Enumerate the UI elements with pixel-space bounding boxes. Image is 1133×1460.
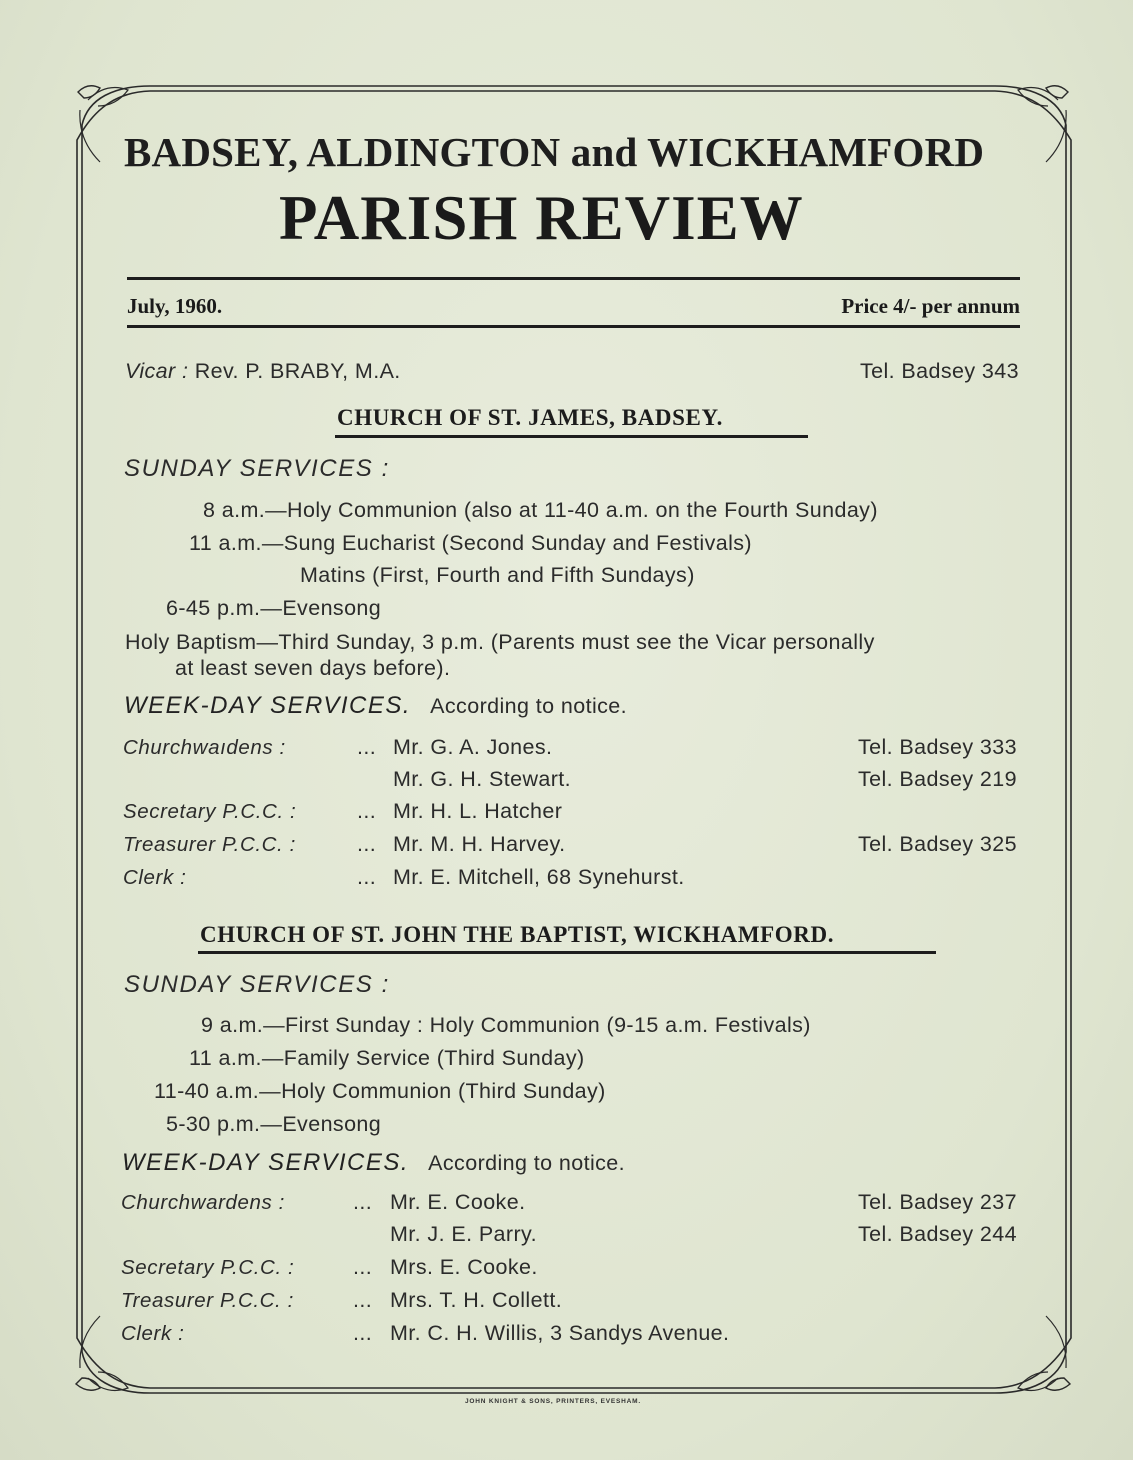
wickhamford-dots: ...: [353, 1288, 373, 1312]
badsey-service-4: 6-45 p.m.—Evensong: [166, 596, 382, 620]
badsey-service-3: Matins (First, Fourth and Fifth Sundays): [300, 563, 695, 587]
badsey-baptism-line2: at least seven days before).: [175, 656, 451, 680]
price: Price 4/- per annum: [841, 294, 1020, 318]
wickhamford-role: Secretary P.C.C. :: [121, 1256, 295, 1279]
wickhamford-service-2: 11 a.m.—Family Service (Third Sunday): [189, 1046, 585, 1070]
badsey-church-title: CHURCH OF ST. JAMES, BADSEY.: [337, 405, 723, 430]
wickhamford-dots: ...: [353, 1321, 373, 1345]
masthead-line1: BADSEY, ALDINGTON and WICKHAMFORD: [124, 129, 985, 175]
badsey-officer-name: Mr. G. H. Stewart.: [393, 767, 572, 791]
wickhamford-dots: ...: [353, 1190, 373, 1214]
header-rule-bottom: [127, 325, 1020, 328]
badsey-dots: ...: [357, 865, 377, 889]
wickhamford-role: Churchwardens :: [121, 1191, 285, 1214]
wickhamford-officer-tel: Tel. Badsey 244: [858, 1222, 1017, 1246]
vicar-label: Vicar :: [125, 359, 189, 383]
badsey-baptism-line1: Holy Baptism—Third Sunday, 3 p.m. (Parents must see the Vicar personally: [125, 630, 875, 654]
badsey-dots: ...: [357, 735, 377, 759]
vicar-line: [125, 359, 401, 384]
wickhamford-role: Treasurer P.C.C. :: [121, 1289, 294, 1312]
wickhamford-officer-tel: Tel. Badsey 237: [858, 1190, 1017, 1214]
badsey-officer-name: Mr. E. Mitchell, 68 Synehurst.: [393, 865, 685, 889]
badsey-weekday-label: WEEK-DAY SERVICES.: [124, 692, 412, 719]
wickhamford-weekday-label: WEEK-DAY SERVICES.: [122, 1149, 410, 1176]
wickhamford-officer-name: Mr. E. Cooke.: [390, 1190, 526, 1214]
wickhamford-dots: ...: [353, 1255, 373, 1279]
masthead-title: PARISH REVIEW: [279, 183, 804, 253]
printer-imprint: JOHN KNIGHT & SONS, PRINTERS, EVESHAM.: [465, 1398, 641, 1405]
badsey-officer-name: Mr. H. L. Hatcher: [393, 799, 563, 823]
wickhamford-weekday-text: According to notice.: [428, 1151, 626, 1175]
vicar-tel: Tel. Badsey 343: [860, 359, 1019, 383]
wickhamford-sunday-label: SUNDAY SERVICES :: [124, 971, 390, 998]
badsey-officer-tel: Tel. Badsey 333: [858, 735, 1017, 759]
wickhamford-service-1: 9 a.m.—First Sunday : Holy Communion (9-15 a.m. Festivals): [201, 1013, 811, 1037]
vicar-name: Rev. P. BRABY, M.A.: [194, 359, 401, 383]
wickhamford-officer-name: Mr. J. E. Parry.: [390, 1222, 537, 1246]
badsey-dots: ...: [357, 832, 377, 856]
badsey-officer-name: Mr. G. A. Jones.: [393, 735, 553, 759]
badsey-role: Churchwaıdens :: [123, 736, 286, 759]
wickhamford-officer-name: Mrs. T. H. Collett.: [390, 1288, 563, 1312]
badsey-role: Treasurer P.C.C. :: [123, 833, 296, 856]
badsey-sunday-label: SUNDAY SERVICES :: [124, 455, 390, 482]
badsey-dots: ...: [357, 799, 377, 823]
wickhamford-weekday-line: [122, 1149, 625, 1177]
badsey-weekday-line: [124, 692, 627, 720]
wickhamford-service-3: 11-40 a.m.—Holy Communion (Third Sunday): [154, 1079, 606, 1103]
badsey-role: Clerk :: [123, 866, 187, 889]
wickhamford-officer-name: Mr. C. H. Willis, 3 Sandys Avenue.: [390, 1321, 730, 1345]
badsey-weekday-text: According to notice.: [430, 694, 628, 718]
badsey-role: Secretary P.C.C. :: [123, 800, 297, 823]
wickhamford-title-underline: [198, 951, 936, 954]
issue-date: July, 1960.: [127, 294, 223, 318]
badsey-title-underline: [335, 435, 808, 438]
badsey-service-1: 8 a.m.—Holy Communion (also at 11-40 a.m. on the Fourth Sunday): [203, 498, 878, 522]
badsey-service-2: 11 a.m.—Sung Eucharist (Second Sunday and Festivals): [189, 531, 752, 555]
header-rule-top: [127, 277, 1020, 280]
wickhamford-officer-name: Mrs. E. Cooke.: [390, 1255, 538, 1279]
wickhamford-church-title: CHURCH OF ST. JOHN THE BAPTIST, WICKHAMFORD.: [200, 922, 835, 947]
badsey-officer-tel: Tel. Badsey 325: [858, 832, 1017, 856]
wickhamford-role: Clerk :: [121, 1322, 185, 1345]
wickhamford-service-4: 5-30 p.m.—Evensong: [166, 1112, 382, 1136]
badsey-officer-tel: Tel. Badsey 219: [858, 767, 1017, 791]
badsey-officer-name: Mr. M. H. Harvey.: [393, 832, 566, 856]
